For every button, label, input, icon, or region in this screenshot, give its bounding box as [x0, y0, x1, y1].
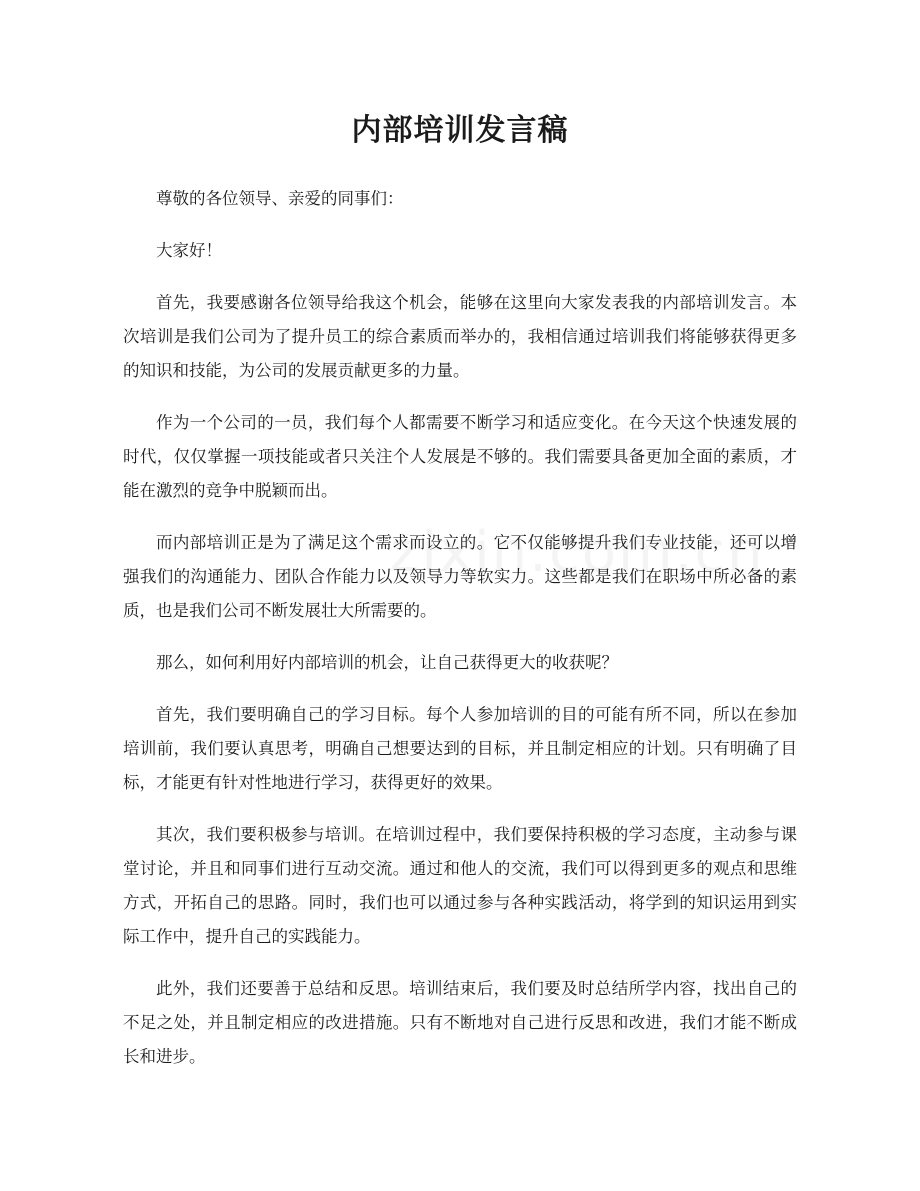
- document-title: 内部培训发言稿: [351, 113, 569, 148]
- paragraph: 首先，我们要明确自己的学习目标。每个人参加培训的目的可能有所不同，所以在参加培训前，我们要认真思考，明确自己想要达到的目标，并且制定相应的计划。只有明确了目标，才能更有针对性地进行学习，获得更好的效果。: [123, 705, 797, 792]
- greeting: 大家好！: [156, 241, 222, 260]
- paragraph: 此外，我们还要善于总结和反思。培训结束后，我们要及时总结所学内容，找出自己的不足之处，并且制定相应的改进措施。只有不断地对自己进行反思和改进，我们才能不断成长和进步。: [123, 979, 797, 1066]
- paragraph: 而内部培训正是为了满足这个需求而设立的。它不仅能够提升我们专业技能，还可以增强我们的沟通能力、团队合作能力以及领导力等软实力。这些都是我们在职场中所必备的素质，也是我们公司不断发展壮大所需要的。: [123, 533, 797, 620]
- paragraph: 首先，我要感谢各位领导给我这个机会，能够在这里向大家发表我的内部培训发言。本次培训是我们公司为了提升员工的综合素质而举办的，我相信通过培训我们将能够获得更多的知识和技能，为公司的发展贡献更多的力量。: [123, 293, 797, 380]
- paragraph: 作为一个公司的一员，我们每个人都需要不断学习和适应变化。在今天这个快速发展的时代，仅仅掌握一项技能或者只关注个人发展是不够的。我们需要具备更加全面的素质，才能在激烈的竞争中脱颖而出。: [123, 413, 797, 500]
- document-body: [123, 182, 797, 1092]
- paragraph: 其次，我们要积极参与培训。在培训过程中，我们要保持积极的学习态度，主动参与课堂讨论，并且和同事们进行互动交流。通过和他人的交流，我们可以得到更多的观点和思维方式，开拓自己的思路。同时，我们也可以通过参与各种实践活动，将学到的知识运用到实际工作中，提升自己的实践能力。: [123, 825, 797, 946]
- salutation: 尊敬的各位领导、亲爱的同事们：: [156, 189, 404, 208]
- paragraph: 那么，如何利用好内部培训的机会，让自己获得更大的收获呢？: [156, 653, 618, 672]
